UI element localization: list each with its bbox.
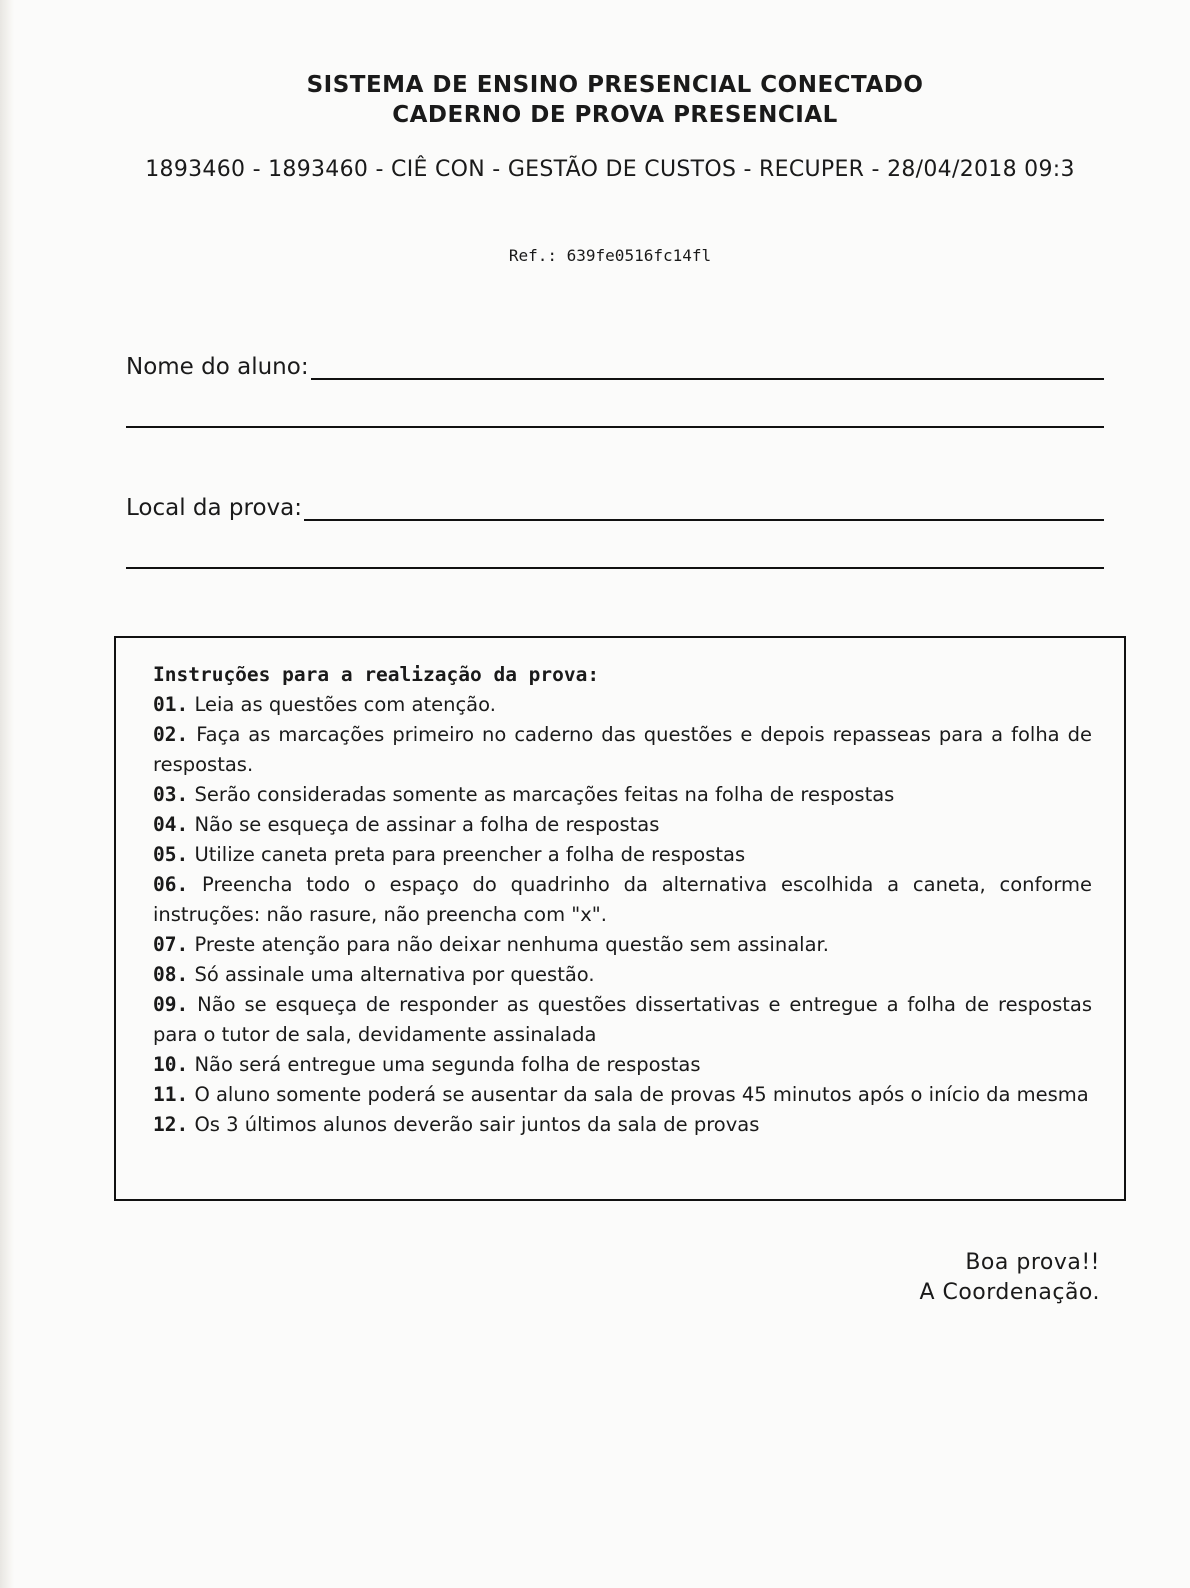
instruction-text: Serão consideradas somente as marcações feitas na folha de respostas — [194, 783, 895, 806]
instruction-number: 08. — [153, 963, 189, 986]
instructions-heading: Instruções para a realização da prova: — [153, 663, 600, 686]
instruction-text: Não se esqueça de responder as questões dissertativas e entregue a folha de respostas para o tutor de sala, devidamente assinalada — [153, 993, 1093, 1046]
booklet-title: CADERNO DE PROVA PRESENCIAL — [392, 102, 838, 128]
instruction-item — [153, 990, 1092, 1050]
reference-code: Ref.: 639fe0516fc14fl — [508, 246, 712, 265]
instruction-item — [153, 810, 1092, 840]
instructions-list — [153, 690, 1092, 1140]
instruction-item — [153, 1050, 1092, 1080]
instruction-item — [153, 960, 1092, 990]
exam-location-field[interactable] — [126, 495, 1104, 521]
student-name-field[interactable] — [126, 354, 1104, 380]
course-info: 1893460 - 1893460 - CIÊ CON - GESTÃO DE CUSTOS - RECUPER - 28/04/2018 09:3 — [145, 157, 1075, 182]
instruction-number: 12. — [153, 1113, 189, 1136]
instruction-item — [153, 1080, 1092, 1110]
instruction-text: Leia as questões com atenção. — [194, 693, 496, 716]
document-header — [0, 70, 1190, 130]
exam-location-blank[interactable] — [304, 495, 1104, 521]
instruction-text: Utilize caneta preta para preencher a folha de respostas — [194, 843, 746, 866]
closing-greeting: Boa prova!! — [965, 1250, 1100, 1275]
instruction-text: Não se esqueça de assinar a folha de respostas — [194, 813, 660, 836]
exam-location-label: Local da prova: — [126, 495, 303, 521]
instruction-item — [153, 840, 1092, 870]
instruction-item — [153, 720, 1092, 780]
instruction-number: 01. — [153, 693, 189, 716]
instruction-number: 10. — [153, 1053, 189, 1076]
instructions-box — [114, 636, 1126, 1201]
student-name-blank[interactable] — [311, 354, 1104, 380]
instruction-number: 11. — [153, 1083, 189, 1106]
student-name-blank-2[interactable] — [126, 426, 1104, 428]
paper-edge — [0, 0, 14, 1588]
instruction-number: 04. — [153, 813, 189, 836]
closing-signature: A Coordenação. — [919, 1280, 1100, 1305]
system-title: SISTEMA DE ENSINO PRESENCIAL CONECTADO — [306, 72, 924, 98]
instruction-number: 03. — [153, 783, 189, 806]
instruction-number: 07. — [153, 933, 189, 956]
instruction-number: 05. — [153, 843, 189, 866]
instruction-item — [153, 930, 1092, 960]
instruction-item — [153, 780, 1092, 810]
instruction-text: Não será entregue uma segunda folha de respostas — [194, 1053, 701, 1076]
instruction-number: 06. — [153, 873, 189, 896]
instruction-item — [153, 690, 1092, 720]
instruction-text: O aluno somente poderá se ausentar da sala de provas 45 minutos após o início da mesma — [194, 1083, 1089, 1106]
student-name-label: Nome do aluno: — [126, 354, 309, 380]
instruction-text: Faça as marcações primeiro no caderno das questões e depois repasseas para a folha de respostas. — [153, 723, 1092, 776]
instruction-item — [153, 870, 1092, 930]
instruction-number: 02. — [153, 723, 189, 746]
instruction-text: Preencha todo o espaço do quadrinho da alternativa escolhida a caneta, conforme instruções: não rasure, não preencha com "x". — [153, 873, 1092, 926]
instruction-number: 09. — [153, 993, 189, 1016]
instruction-text: Os 3 últimos alunos deverão sair juntos da sala de provas — [194, 1113, 760, 1136]
instruction-item — [153, 1110, 1092, 1140]
instruction-text: Só assinale uma alternativa por questão. — [194, 963, 595, 986]
closing-note — [919, 1248, 1100, 1308]
instruction-text: Preste atenção para não deixar nenhuma questão sem assinalar. — [194, 933, 829, 956]
exam-location-blank-2[interactable] — [126, 567, 1104, 569]
